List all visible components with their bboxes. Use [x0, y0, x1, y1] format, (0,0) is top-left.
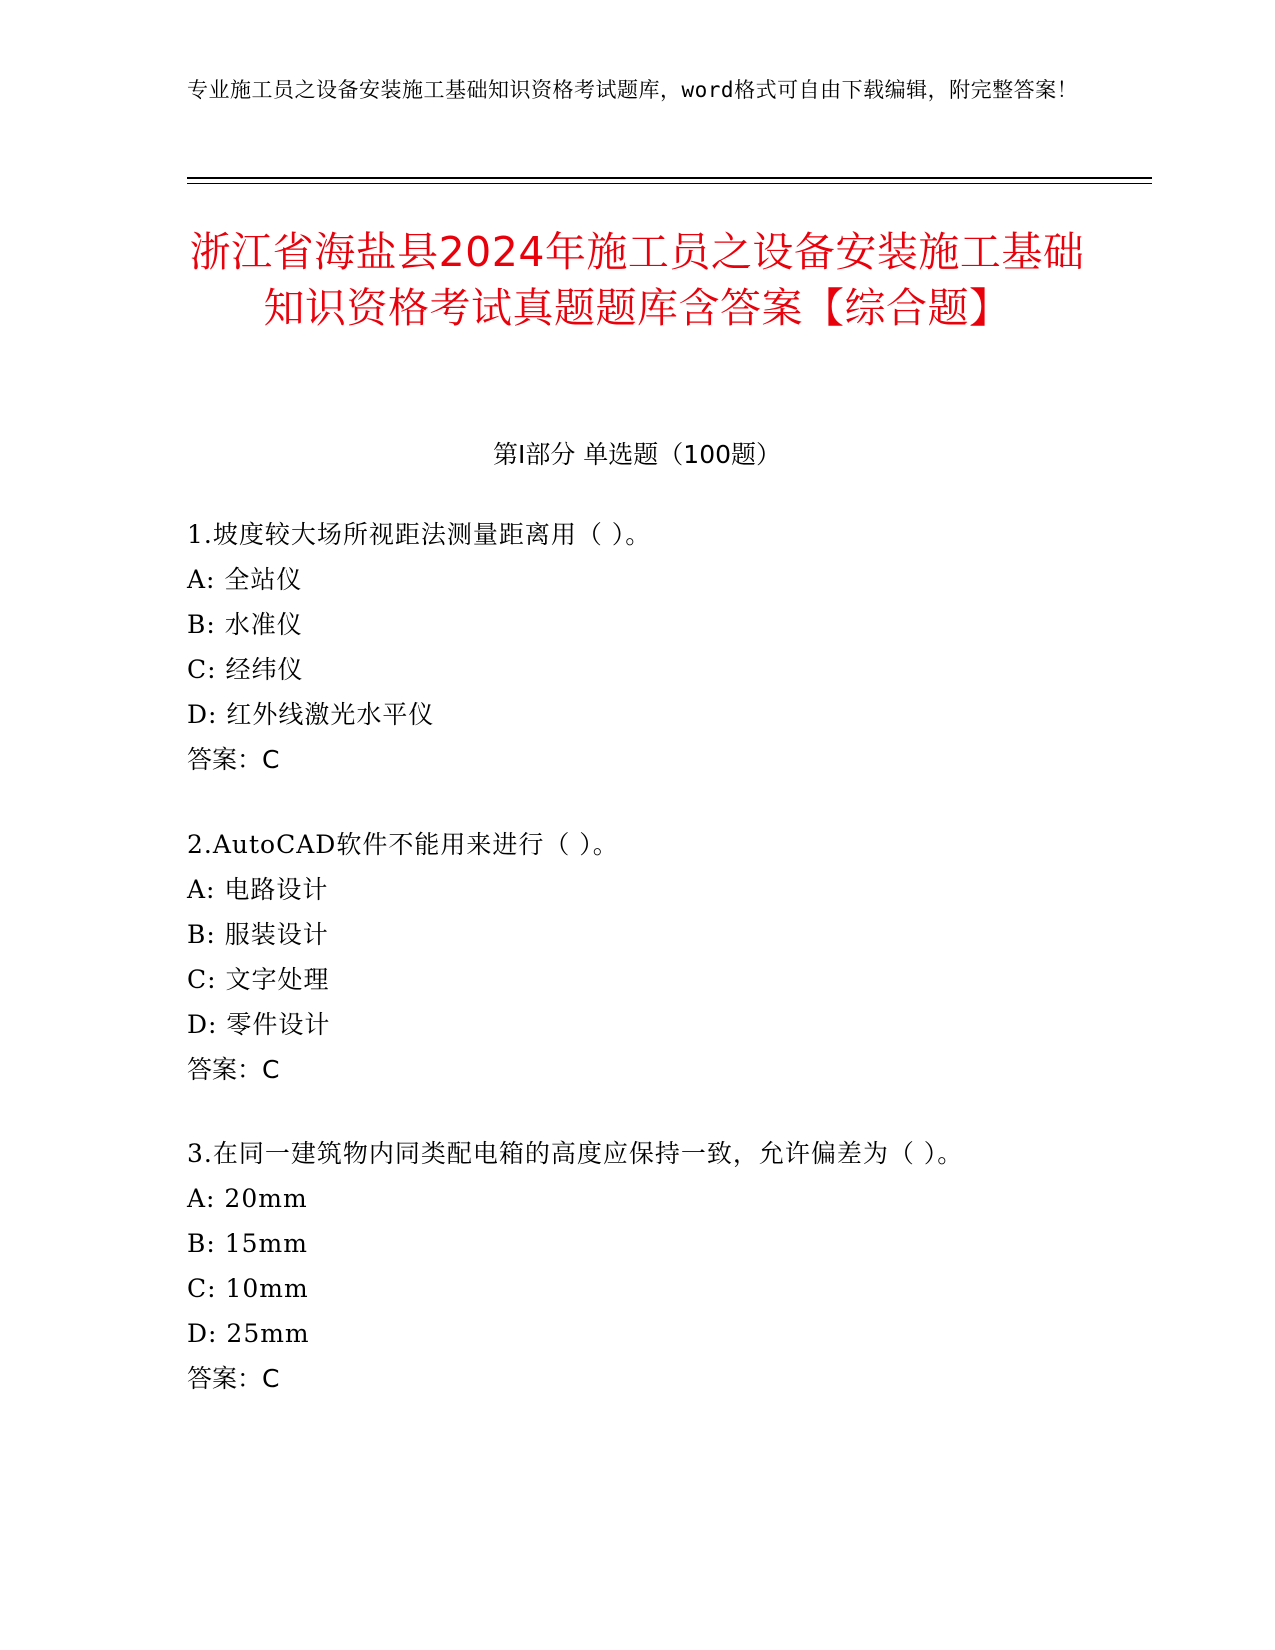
answer-line: 答案：C [187, 745, 280, 774]
option-b: B: 水准仪 [187, 610, 303, 639]
option-a: A: 电路设计 [187, 875, 329, 904]
question-stem: 3.在同一建筑物内同类配电箱的高度应保持一致，允许偏差为（ ）。 [187, 1139, 964, 1168]
option-c: C: 经纬仪 [187, 655, 304, 684]
document-title: 浙江省海盐县2024年施工员之设备安装施工基础知识资格考试真题题库含答案【综合题】 [189, 228, 1085, 332]
option-d: D: 25mm [187, 1319, 310, 1348]
question-stem: 2.AutoCAD软件不能用来进行（ ）。 [187, 830, 619, 859]
option-a: A: 20mm [187, 1184, 308, 1213]
question-stem: 1.坡度较大场所视距法测量距离用（ ）。 [187, 520, 652, 549]
option-a: A: 全站仪 [187, 565, 303, 594]
answer-line: 答案：C [187, 1055, 280, 1084]
option-b: B: 服装设计 [187, 920, 329, 949]
option-d: D: 零件设计 [187, 1010, 331, 1039]
answer-line: 答案：C [187, 1364, 280, 1393]
option-c: C: 10mm [187, 1274, 309, 1303]
question-2 [187, 822, 1147, 1092]
question-1 [187, 512, 1147, 782]
header-divider-thick [187, 177, 1152, 179]
question-3 [187, 1131, 1147, 1401]
option-c: C: 文字处理 [187, 965, 330, 994]
header-note: 专业施工员之设备安装施工基础知识资格考试题库，word格式可自由下载编辑，附完整答案！ [187, 78, 1079, 102]
option-b: B: 15mm [187, 1229, 308, 1258]
option-d: D: 红外线激光水平仪 [187, 700, 435, 729]
section-heading: 第I部分 单选题（100题） [492, 440, 782, 469]
header-divider-thin [187, 183, 1152, 184]
